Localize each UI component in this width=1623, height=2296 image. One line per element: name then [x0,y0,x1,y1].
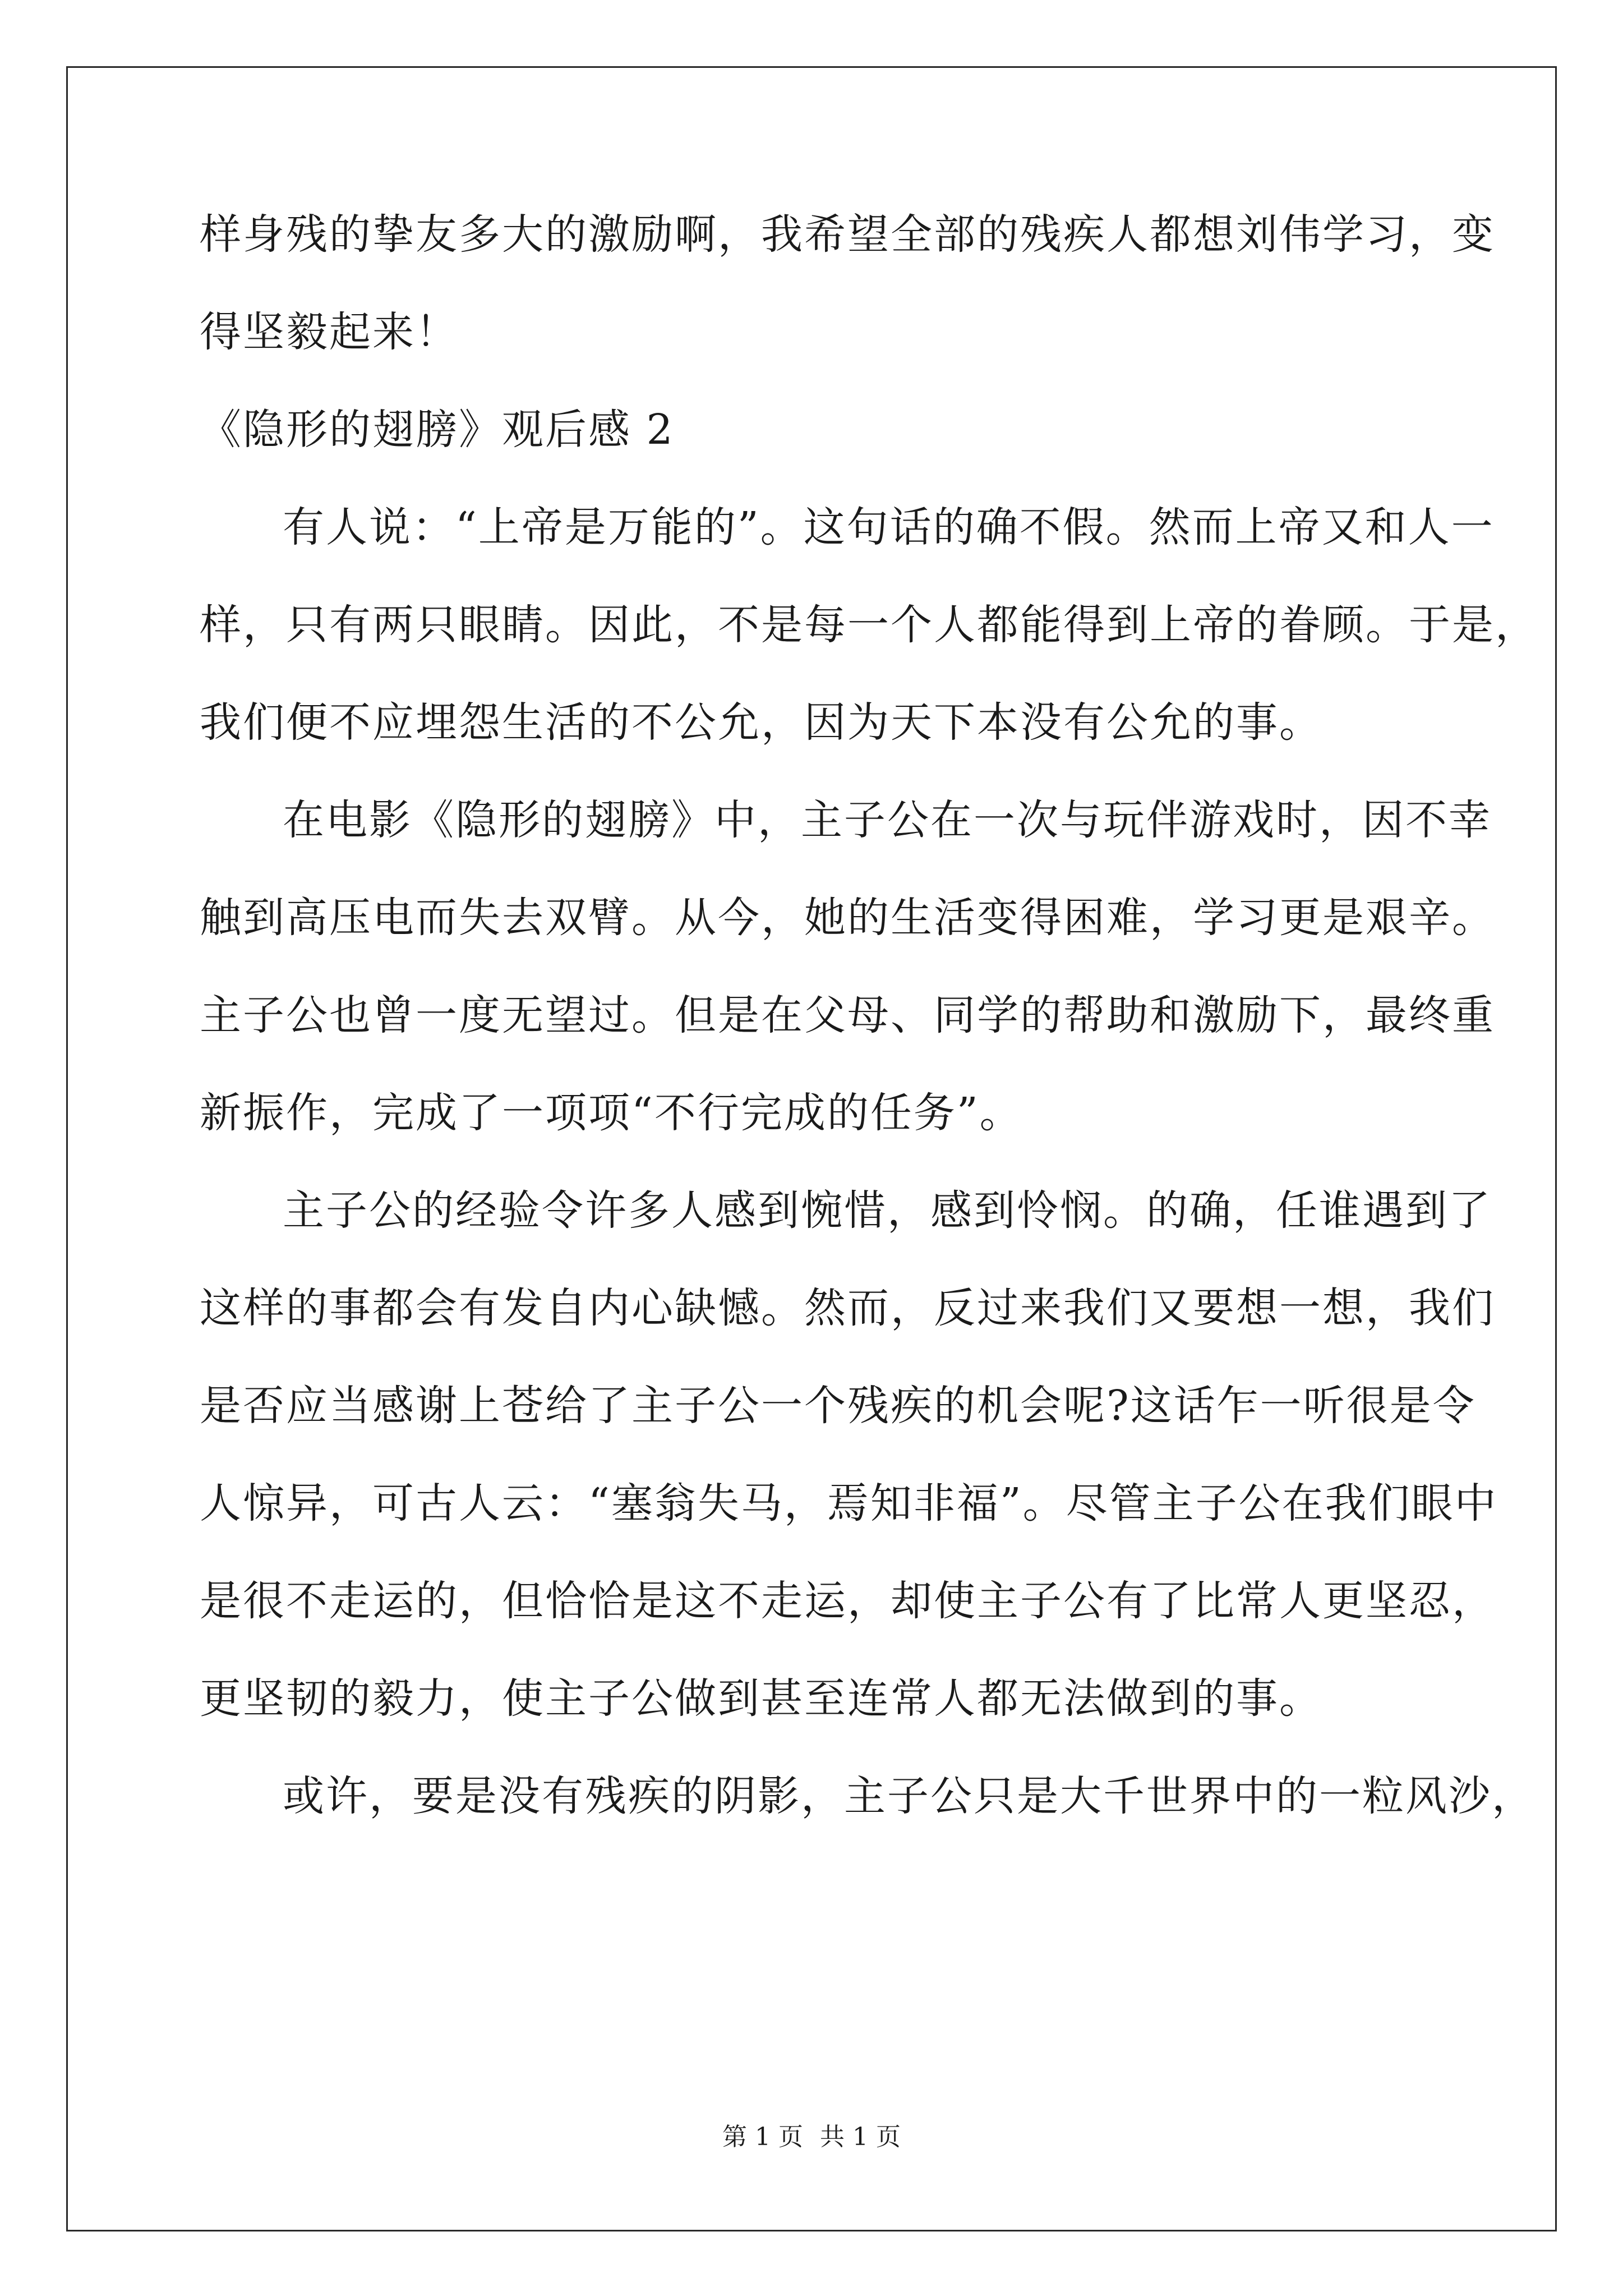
text-line: 是很不走运的，但恰恰是这不走运，却使主子公有了比常人更坚忍， [200,1577,1495,1625]
document-body [200,208,1538,1823]
text-line: 这样的事都会有发自内心缺憾。然而，反过来我们又要想一想，我们 [200,1284,1495,1332]
text-line: 在电影《隐形的翅膀》中，主子公在一次与玩伴游戏时，因不幸 [283,796,1492,844]
text-line: 我们便不应埋怨生活的不公允，因为天下本没有公允的事。 [200,698,1322,747]
text-line: 样，只有两只眼睛。因此，不是每一个人都能得到上帝的眷顾。于是， [200,601,1538,649]
text-line: 有人说：“上帝是万能的”。这句话的确不假。然而上帝又和人一 [283,503,1495,551]
page-number: 第 1 页 [722,2123,803,2151]
text-line: 或许，要是没有残疾的阴影，主子公只是大千世界中的一粒风沙， [283,1772,1535,1820]
section-heading: 《隐形的翅膀》观后感 2 [200,406,675,454]
text-line: 人惊异，可古人云：“塞翁失马，焉知非福”。尽管主子公在我们眼中 [200,1479,1498,1527]
paragraph-4 [200,1769,1535,1823]
text-line: 更坚韧的毅力，使主子公做到甚至连常人都无法做到的事。 [200,1674,1322,1723]
paragraph-1 [200,500,1538,749]
text-line: 新振作，完成了一项项“不行完成的任务”。 [200,1089,1023,1137]
text-line: 主子公也曾一度无望过。但是在父母、同学的帮助和激励下，最终重 [200,991,1495,1039]
page-total: 共 1 页 [820,2123,901,2151]
page-footer [0,2120,1623,2154]
text-line: 是否应当感谢上苍给了主子公一个残疾的机会呢?这话乍一听很是令 [200,1382,1476,1430]
paragraph-2 [200,793,1495,1140]
text-line: 样身残的挚友多大的激励啊，我希望全部的残疾人都想刘伟学习，变 [200,210,1495,259]
text-line: 触到高压电而失去双臂。从今，她的生活变得困难，学习更是艰辛。 [200,894,1495,942]
text-line: 得坚毅起来！ [200,308,459,356]
text-line: 主子公的经验令许多人感到惋惜，感到怜悯。的确，任谁遇到了 [283,1186,1492,1235]
paragraph-3 [200,1184,1498,1726]
